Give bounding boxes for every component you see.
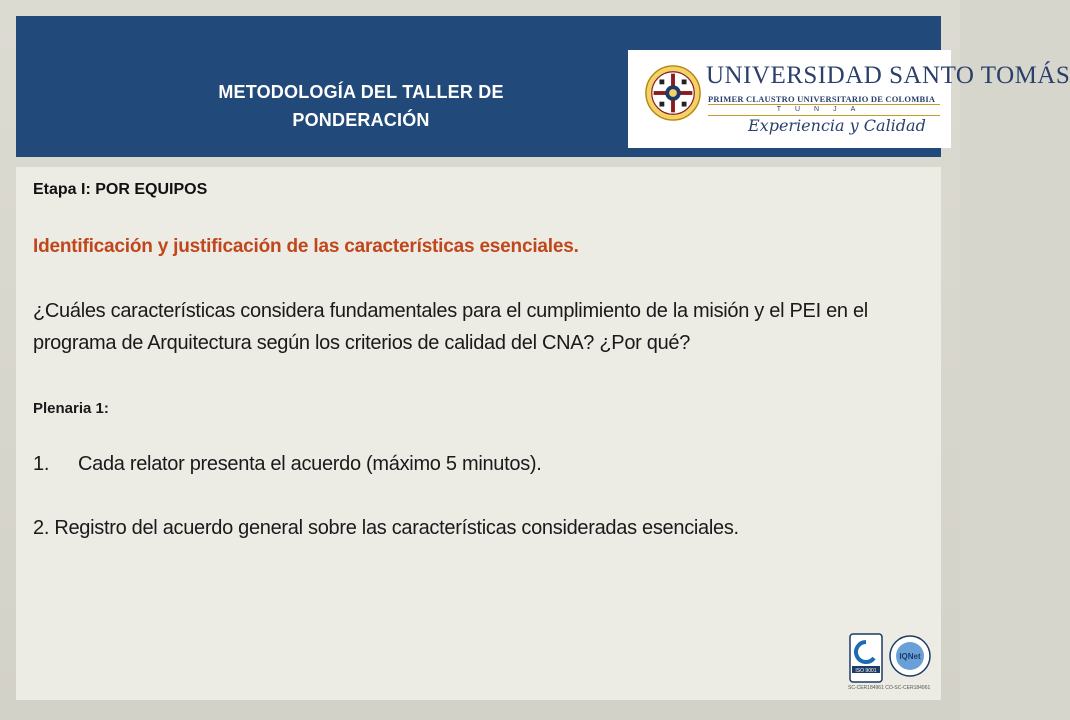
content-panel <box>16 167 941 700</box>
stage-heading: Etapa I: POR EQUIPOS <box>33 181 208 198</box>
university-city: TUNJA <box>776 106 870 113</box>
certification-codes: SC-CER184961 CO-SC-CER184961 <box>848 685 931 691</box>
certification-badges-icon <box>846 632 946 687</box>
highlight-heading: Identificación y justificación de las características esenciales. <box>33 236 579 257</box>
header-banner <box>16 16 1070 157</box>
slide-title: METODOLOGÍA DEL TALLER DE PONDERACIÓN <box>218 82 504 130</box>
university-motto: Experiencia y Calidad <box>748 116 926 135</box>
list-item-number: 1. <box>33 453 50 475</box>
divider <box>708 104 940 105</box>
iqnet-label: IQNet <box>899 652 921 661</box>
iso-label: ISO 9001 <box>855 668 877 674</box>
university-logo <box>628 50 1070 148</box>
plenaria-label: Plenaria 1: <box>33 400 109 417</box>
question-text: ¿Cuáles características considera fundamentales para el cumplimiento de la misión y el PEI en el programa de Arquitectura según los criterios de calidad del CNA? ¿Por qué? <box>33 300 868 354</box>
university-subtitle: PRIMER CLAUSTRO UNIVERSITARIO DE COLOMBIA <box>708 94 936 104</box>
list-item-text: Cada relator presenta el acuerdo (máximo 5 minutos). <box>78 453 542 475</box>
list-item <box>33 453 913 476</box>
university-seal-icon <box>644 64 702 122</box>
university-name: UNIVERSIDAD SANTO TOMÁS <box>706 62 1070 89</box>
certification-logos <box>846 632 946 694</box>
list-item: 2. Registro del acuerdo general sobre las características consideradas esenciales. <box>33 517 739 539</box>
